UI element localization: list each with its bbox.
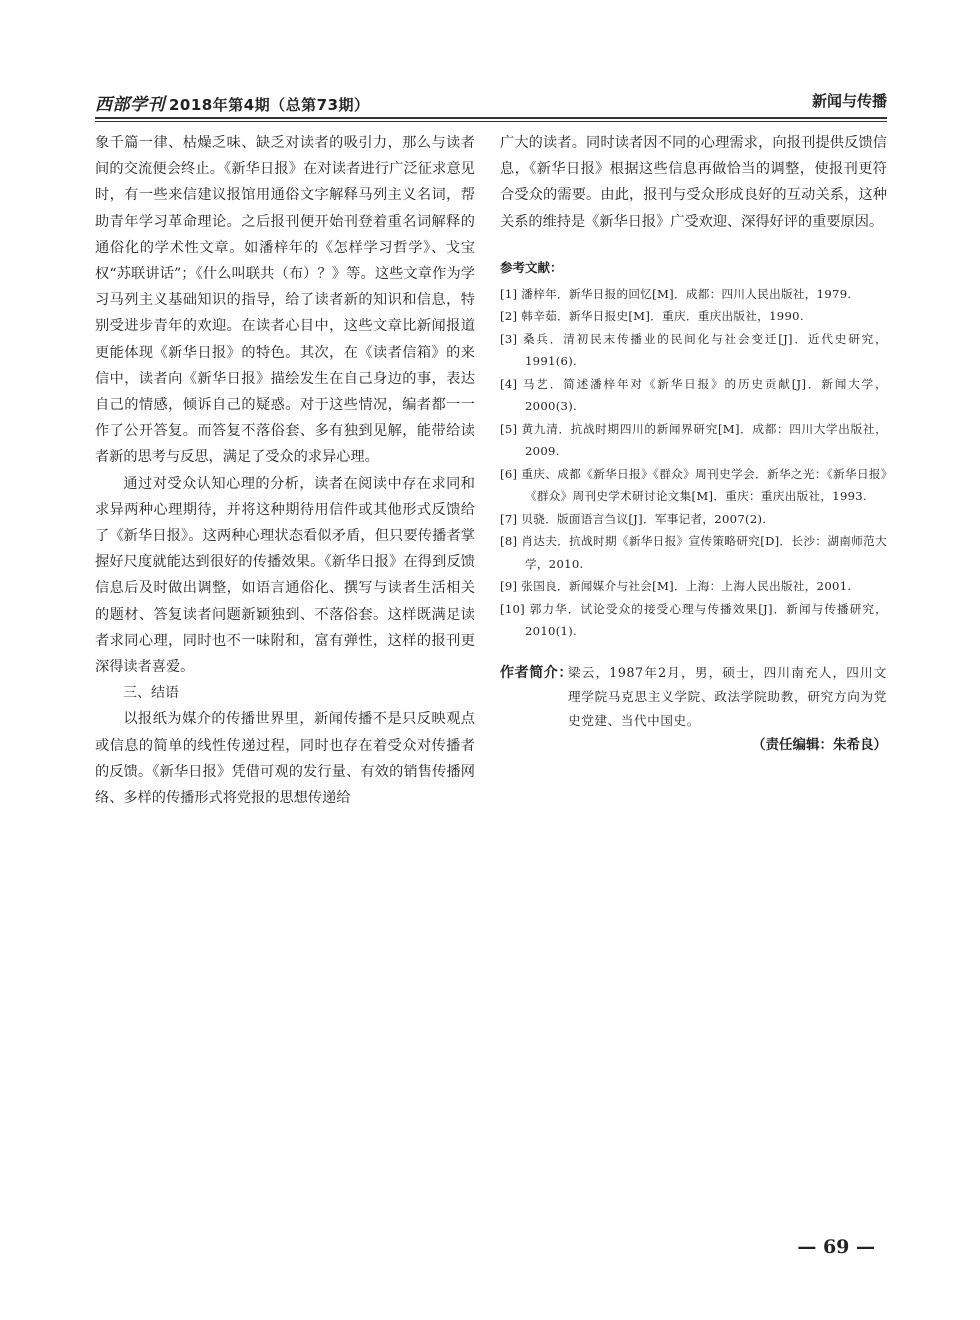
author-bio-block bbox=[500, 661, 887, 733]
page-number: — 69 — bbox=[797, 1236, 875, 1258]
paragraph: 广大的读者。同时读者因不同的心理需求，向报刊提供反馈信息，《新华日报》根据这些信息再做恰当的调整，使报刊更符合受众的需要。由此，报刊与受众形成良好的互动关系，这种关系的维持是《新华日报》广受欢迎、深得好评的重要原因。 bbox=[500, 135, 887, 230]
running-header bbox=[95, 88, 887, 116]
left-column bbox=[95, 130, 475, 811]
reference-item: [5] 黄九清．抗战时期四川的新闻界研究[M]．成都：四川大学出版社，2009. bbox=[500, 421, 887, 459]
reference-item: [8] 肖达夫．抗战时期《新华日报》宣传策略研究[D]．长沙：湖南师范大学，2010. bbox=[500, 534, 887, 571]
paragraph: 以报纸为媒介的传播世界里，新闻传播不是只反映观点或信息的简单的线性传递过程，同时也存在着受众对传播者的反馈。《新华日报》凭借可观的发行量、有效的销售传播网络、多样的传播形式将党报的思想传递给 bbox=[95, 711, 475, 807]
paragraph: 通过对受众认知心理的分析，读者在阅读中存在求同和求异两种心理期待，并将这种期待用信件或其他形式反馈给了《新华日报》。这两种心理状态看似矛盾，但只要传播者掌握好尺度就能达到很好的传播效果。《新华日报》在得到反馈信息后及时做出调整，如语言通俗化、撰写与读者生活相关的题材、答复读者问题新颖独到、不落俗套。这样既满足读者求同心理，同时也不一味附和，富有弹性，这样的报刊更深得读者喜爱。 bbox=[95, 475, 475, 676]
section-title: 新闻与传播 bbox=[811, 92, 887, 110]
reference-item: [3] 桑兵．清初民末传播业的民间化与社会变迁[J]．近代史研究，1991(6). bbox=[500, 331, 887, 369]
journal-issue-line bbox=[95, 90, 370, 115]
reference-item: [4] 马艺．简述潘梓年对《新华日报》的历史贡献[J]．新闻大学，2000(3). bbox=[500, 376, 887, 414]
responsible-editor: （责任编辑：朱希良） bbox=[752, 736, 887, 753]
journal-logo: 西部学刊 bbox=[95, 95, 165, 115]
reference-item: [6] 重庆、成都《新华日报》《群众》周刊史学会．新华之光：《新华日报》《群众》周刊史学术研讨论文集[M]．重庆：重庆出版社，1993. bbox=[500, 466, 887, 504]
right-column bbox=[500, 130, 887, 757]
reference-item: [7] 贝骁．版面语言刍议[J]．军事记者，2007(2). bbox=[500, 511, 767, 526]
issue-info: 2018年第4期（总第73期） bbox=[169, 96, 370, 114]
author-bio-text: 梁云，1987年2月，男，硕士，四川南充人，四川文理学院马克思主义学院、政法学院助教，研究方向为党史党建、当代中国史。 bbox=[568, 664, 887, 728]
reference-item: [10] 郭力华．试论受众的接受心理与传播效果[J]．新闻与传播研究，2010(1). bbox=[500, 601, 887, 639]
reference-item: [2] 韩辛茹．新华日报史[M]．重庆．重庆出版社，1990. bbox=[500, 309, 804, 324]
reference-list bbox=[500, 283, 887, 643]
reference-item: [9] 张国良．新闻媒介与社会[M]．上海：上海人民出版社，2001. bbox=[500, 579, 852, 594]
references-title: 参考文献： bbox=[500, 259, 563, 275]
header-rule-thin bbox=[95, 121, 887, 122]
reference-item: [1] 潘梓年．新华日报的回忆[M]．成都：四川人民出版社，1979. bbox=[500, 286, 852, 301]
paragraph: 象千篇一律、枯燥乏味、缺乏对读者的吸引力，那么与读者间的交流便会终止。《新华日报》在对读者进行广泛征求意见时，有一些来信建议报馆用通俗文字解释马列主义名词，帮助青年学习革命理论。之后报刊便开始刊登着重名词解释的通俗化的学术性文章。如潘梓年的《怎样学习哲学》、戈宝权“苏联讲话”；《什么叫联共（布）？》等。这些文章作为学习马列主义基础知识的指导，给了读者新的知识和信息，特别受进步青年的欢迎。在读者心目中，这些文章比新闻报道更能体现《新华日报》的特色。其次，在《读者信箱》的来信中，读者向《新华日报》描绘发生在自己身边的事，表达自己的情感，倾诉自己的疑惑。对于这些情况，编者都一一作了公开答复。而答复不落俗套、多有独到见解，能带给读者新的思考与反思，满足了受众的求异心理。 bbox=[95, 135, 475, 466]
header-rule bbox=[95, 117, 887, 119]
section-heading: 三、结语 bbox=[123, 685, 179, 702]
author-bio-label: 作者简介： bbox=[500, 664, 573, 681]
